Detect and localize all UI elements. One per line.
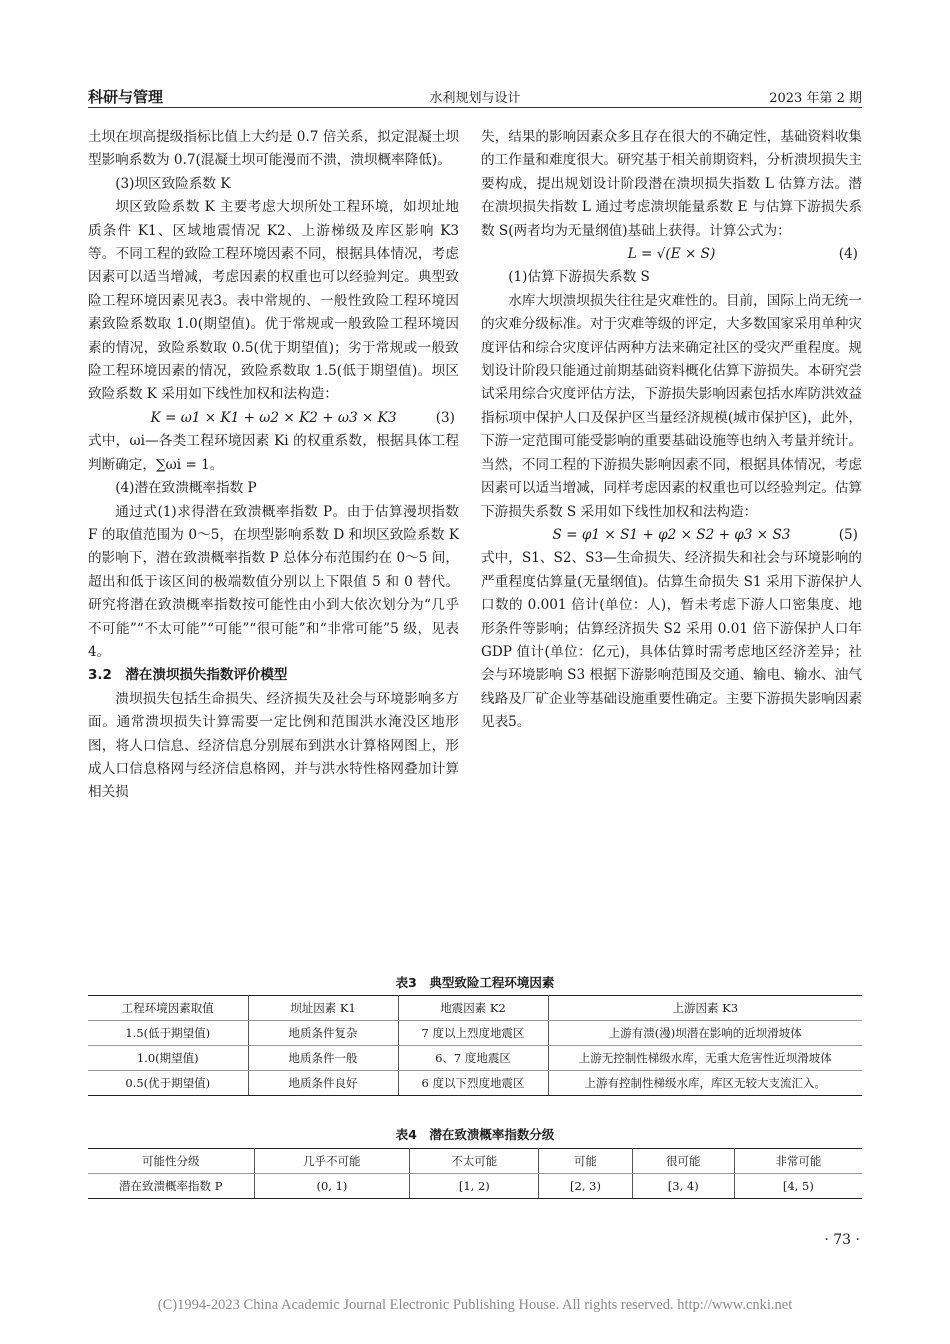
equation-text: S = φ1 × S1 + φ2 × S2 + φ3 × S3 — [552, 526, 791, 543]
paragraph: 水库大坝溃坝损失往往是灾难性的。目前，国际上尚无统一的灾难分级标准。对于灾难等级的评定，大多数国家采用单种灾度评估和综合灾度评估两种方法来确定社区的受灾严重程度。规划设计阶段只能通过前期基础资料概化估算下游损失。本研究尝试采用综合灾度评估方法，下游损失影响因素包括水库防洪效益指标项中保护人口及保护区当量经济规模(城市保护区)，此外，下游一定范围可能受影响的重要基础设施等也纳入考量并统计。当然，不同工程的下游损失影响因素不同，根据具体情况，考虑因素可以适当增减，同样考虑因素的权重也可以经验判定。估算下游损失系数 S 采用如下线性加权和法构造： — [481, 292, 862, 520]
table-cell: 地质条件复杂 — [248, 1021, 398, 1046]
table-cell: [4, 5) — [734, 1174, 862, 1199]
table-header: 地震因素 K2 — [398, 996, 548, 1021]
table-header: 非常可能 — [734, 1149, 862, 1174]
table-header: 可能性分级 — [88, 1149, 254, 1174]
paragraph: 失，结果的影响因素众多且存在很大的不确定性，基础资料收集的工作量和难度很大。研究基于相关前期资料，分析溃坝损失主要构成，提出规划设计阶段潜在溃坝损失指数 L 估算方法。潜在溃坝损失指数 L 通过考虑溃坝能量系数 E 与估算下游损失系数 S(两者均为无量纲值)基础上获得。计算公式为： — [481, 129, 862, 239]
running-header — [88, 84, 862, 108]
paragraph: 土坝在坝高提级指标比值上大约是 0.7 倍关系，拟定混凝土坝型影响系数为 0.7(混凝土坝可能漫而不溃，溃坝概率降低)。 — [88, 129, 459, 169]
table-cell: 上游有溃(漫)坝潜在影响的近坝滑坡体 — [548, 1021, 862, 1046]
table-row — [88, 1174, 862, 1199]
section-label: 科研与管理 — [88, 88, 164, 106]
paragraph: 式中，ωi—各类工程环境因素 Ki 的权重系数，根据具体工程判断确定，∑ωi = 1。 — [88, 433, 459, 473]
table-cell: 1.5(低于期望值) — [88, 1021, 248, 1046]
table3-caption: 表3 典型致险工程环境因素 — [395, 975, 555, 990]
table-cell: 上游有控制性梯级水库，库区无较大支流汇入。 — [548, 1071, 862, 1096]
table-row — [88, 1071, 862, 1096]
table4 — [88, 1148, 862, 1199]
table3 — [88, 995, 862, 1096]
subheading-p: (4)潜在致溃概率指数 P — [115, 480, 257, 497]
table-header-row — [88, 996, 862, 1021]
table-cell: 潜在致溃概率指数 P — [88, 1174, 254, 1199]
left-column — [88, 126, 459, 805]
copyright-footer: (C)1994-2023 China Academic Journal Electronic Publishing House. All rights reserved. http://www.cnki.net — [157, 1297, 793, 1313]
equation-3 — [88, 407, 459, 430]
table-row — [88, 1046, 862, 1071]
table-cell: [2, 3) — [539, 1174, 633, 1199]
page-number: · 73 · — [824, 1232, 860, 1248]
table-cell: [1, 2) — [410, 1174, 539, 1199]
section-heading: 3.2 潜在溃坝损失指数评价模型 — [88, 667, 288, 684]
equation-number: (3) — [435, 409, 455, 426]
issue-label: 2023 年第 2 期 — [769, 91, 862, 106]
paragraph: 溃坝损失包括生命损失、经济损失及社会与环境影响多方面。通常溃坝损失计算需要一定比例和范围洪水淹没区地形图，将人口信息、经济信息分别展布到洪水计算格网图上，形成人口信息格网与经济信息格网，并与洪水特性格网叠加计算相关损 — [88, 690, 459, 801]
equation-4 — [481, 243, 862, 266]
table-header: 坝址因素 K1 — [248, 996, 398, 1021]
table-header: 工程环境因素取值 — [88, 996, 248, 1021]
equation-number: (5) — [838, 526, 858, 543]
paragraph: 坝区致险系数 K 主要考虑大坝所处工程环境，如坝址地质条件 K1、区域地震情况 K2、上游梯级及库区影响 K3 等。不同工程的致险工程环境因素不同，根据具体情况，考虑因素可以适当增减，考虑因素的权重也可以经验判定。典型致险工程环境因素见表3。表中常规的、一般性致险工程环境因素致险系数取 1.0(期望值)。优于常规或一般致险工程环境因素的情况，致险系数取 0.5(优于期望值)；劣于常规或一般致险工程环境因素的情况，致险系数取 1.5(低于期望值)。坝区致险系数 K 采用如下线性加权和法构造： — [88, 199, 459, 403]
table-header: 几乎不可能 — [254, 1149, 410, 1174]
table-cell: 6 度以下烈度地震区 — [398, 1071, 548, 1096]
table-cell: 1.0(期望值) — [88, 1046, 248, 1071]
table-row — [88, 1021, 862, 1046]
table-header: 不太可能 — [410, 1149, 539, 1174]
equation-number: (4) — [838, 246, 858, 263]
table-cell: 地质条件良好 — [248, 1071, 398, 1096]
table-cell: [3, 4) — [632, 1174, 734, 1199]
table-cell: 6、7 度地震区 — [398, 1046, 548, 1071]
equation-text: L = √(E × S) — [627, 246, 716, 263]
table-cell: 7 度以上烈度地震区 — [398, 1021, 548, 1046]
table-header-row — [88, 1149, 862, 1174]
right-column — [481, 126, 862, 735]
paragraph: 式中，S1、S2、S3—生命损失、经济损失和社会与环境影响的严重程度估算量(无量纲值)。估算生命损失 S1 采用下游保护人口数的 0.001 倍计(单位：人)，暂未考虑下游人口密集度、地形条件等影响；估算经济损失 S2 采用 0.01 倍下游保护人口年 GDP 值计(单位：亿元)，具体估算时需考虑地区经济差异；社会与环境影响 S3 根据下游影响范围及交通、输电、输水、油气线路及厂矿企业等基础设施重要性确定。主要下游损失影响因素见表5。 — [481, 550, 862, 731]
table-cell: 0.5(优于期望值) — [88, 1071, 248, 1096]
table-cell: 上游无控制性梯级水库，无重大危害性近坝滑坡体 — [548, 1046, 862, 1071]
table4-caption: 表4 潜在致溃概率指数分级 — [395, 1127, 555, 1142]
equation-5 — [481, 524, 862, 547]
table-header: 很可能 — [632, 1149, 734, 1174]
paragraph: 通过式(1)求得潜在致溃概率指数 P。由于估算漫坝指数 F 的取值范围为 0～5，在坝型影响系数 D 和坝区致险系数 K 的影响下，潜在致溃概率指数 P 总体分布范围约在 0～5 间，超出和低于该区间的极端数值分别以上下限值 5 和 0 替代。研究将潜在致溃概率指数按可能性由小到大依次划分为“几乎不可能”“不太可能”“可能”“很可能”和“非常可能”5 级，见表 4。 — [88, 503, 459, 660]
table-cell: 地质条件一般 — [248, 1046, 398, 1071]
journal-title: 水利规划与设计 — [429, 91, 521, 106]
table-header: 上游因素 K3 — [548, 996, 862, 1021]
subheading-s: (1)估算下游损失系数 S — [508, 269, 650, 286]
table-header: 可能 — [539, 1149, 633, 1174]
table-cell: (0, 1) — [254, 1174, 410, 1199]
subheading-k: (3)坝区致险系数 K — [115, 175, 231, 192]
equation-text: K = ω1 × K1 + ω2 × K2 + ω3 × K3 — [150, 409, 397, 426]
